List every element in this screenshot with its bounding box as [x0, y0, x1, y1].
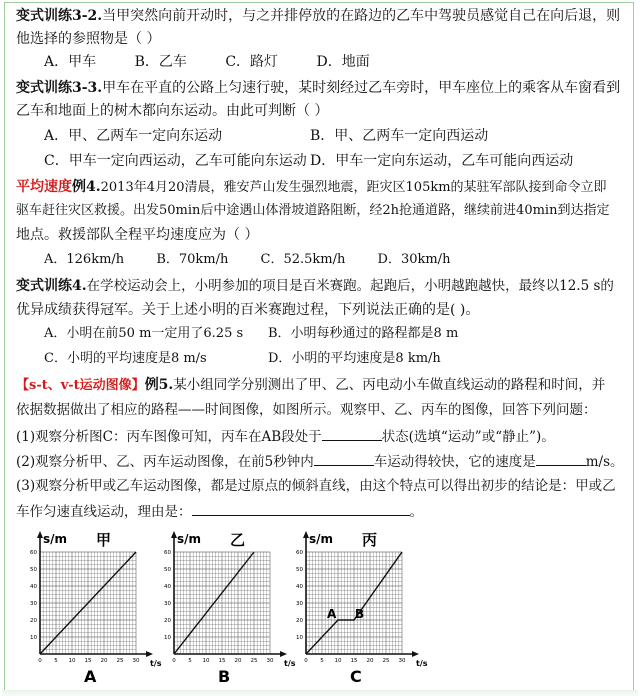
ex4-opt-b: B．70km/h	[156, 252, 229, 267]
x-tick-label: 30	[132, 658, 140, 664]
graph-b-axes	[171, 531, 287, 657]
q4-opt-b: B．小明每秒通过的路程都是8 m	[268, 326, 459, 341]
y-tick-label: 40	[30, 584, 37, 590]
y-tick-label: 60	[164, 550, 171, 556]
ex5-q2-blank-speed[interactable]	[536, 451, 586, 466]
y-tick-label: 10	[30, 635, 37, 641]
x-tick-label: 25	[382, 658, 390, 664]
ex5-text1: 某小组同学分别测出了甲、乙、丙电动小车做直线运动的路程和时间，并	[173, 377, 606, 393]
x-tick-label: 10	[202, 658, 210, 664]
y-tick-label: 40	[164, 584, 171, 590]
y-tick-label: 60	[30, 550, 37, 556]
graph-b-xlabel: t/s	[284, 659, 296, 668]
graph-b	[152, 526, 296, 690]
ex5-q2-text: (2)观察分析甲、乙、丙车运动图像，在前5秒钟内	[16, 454, 314, 470]
ex5-q1-blank[interactable]	[322, 426, 382, 441]
q33-line1	[16, 79, 620, 97]
x-tick-label: 25	[250, 658, 258, 664]
q32-opt-d: D．地面	[316, 54, 370, 70]
graph-c-car-name: 丙	[362, 531, 378, 549]
x-tick-label: 10	[334, 658, 342, 664]
ex5-line4	[16, 451, 624, 471]
graph-c-xlabel: t/s	[416, 659, 428, 668]
ex5-q3-blank[interactable]	[192, 501, 410, 516]
y-tick-label: 10	[296, 635, 303, 641]
y-tick-label: 30	[296, 601, 303, 607]
ex5-line6	[16, 501, 423, 521]
graph-c-point-b: B	[355, 607, 365, 621]
graph-c-xticks	[304, 658, 406, 664]
graph-b-ylabel: s/m	[177, 532, 202, 546]
q33-opt-d: D．甲车一定向东运动，乙车可能向西运动	[310, 153, 574, 169]
x-tick-label: 15	[350, 658, 358, 664]
q4-line1	[16, 277, 614, 295]
x-tick-label: 25	[116, 658, 124, 664]
x-axis-arrow	[412, 651, 419, 657]
graph-c-point-a: A	[327, 607, 337, 621]
ex4-label: 例4.	[72, 179, 101, 195]
q33-line2: 乙车和地面上的树木都向东运动。由此可判断（ ）	[16, 103, 329, 119]
q4-label: 变式训练4.	[16, 278, 87, 294]
y-tick-label: 50	[296, 567, 303, 573]
ex4-label-red: 平均速度	[16, 179, 72, 195]
graph-a	[18, 526, 162, 690]
q4-line2: 优异成绩获得冠军。关于上述小明的百米赛跑过程，下列说法正确的是( )。	[16, 302, 480, 318]
y-tick-label: 20	[296, 618, 303, 624]
y-tick-label: 10	[164, 635, 171, 641]
x-tick-label: 30	[398, 658, 406, 664]
graph-b-xticks	[172, 658, 274, 664]
ex4-line1	[16, 178, 607, 197]
q32-text1: 当甲突然向前开动时，与之并排停放的在路边的乙车中驾驶员感觉自己在向后退，则	[102, 8, 621, 24]
x-tick-label: 5	[188, 658, 192, 664]
q32-opt-a: A．甲车	[44, 54, 97, 70]
ex5-label: 例5.	[144, 377, 174, 393]
q32-opt-c: C．路灯	[225, 54, 279, 70]
x-tick-label: 0	[172, 658, 176, 664]
x-tick-label: 0	[304, 658, 308, 664]
ex5-q2-text-mid: 车运动得较快，它的速度是	[373, 454, 536, 470]
ex4-line3: 地点。救援部队全程平均速度应为（ ）	[16, 227, 259, 243]
q4-opt-d: D．小明的平均速度是8 km/h	[268, 351, 441, 366]
q33-opt-c: C．甲车一定向西运动，乙车可能向东运动	[44, 153, 307, 169]
graph-a-ylabel: s/m	[43, 532, 68, 546]
ex5-label-red: 【s-t、v-t运动图像】	[16, 378, 145, 393]
graph-a-letter: A	[84, 667, 97, 686]
ex5-line2: 依据数据做出了相应的路程——时间图像，如图所示。观察甲、乙、丙车的图像，回答下列问题：	[16, 402, 597, 418]
x-tick-label: 5	[54, 658, 58, 664]
q4-text1: 在学校运动会上，小明参加的项目是百米赛跑。起跑后，小明越跑越快，最终以12.5 s的	[86, 278, 614, 294]
x-tick-label: 15	[84, 658, 92, 664]
y-tick-label: 60	[296, 550, 303, 556]
x-tick-label: 10	[68, 658, 76, 664]
ex5-line3	[16, 426, 555, 446]
q32-line1	[16, 7, 620, 25]
graph-a-yticks	[30, 550, 37, 641]
graph-b-grid	[174, 552, 270, 654]
frame-bottom-strip	[2, 690, 638, 696]
y-tick-label: 40	[296, 584, 303, 590]
graph-a-car-name: 甲	[96, 531, 112, 549]
graph-c-ylabel: s/m	[309, 532, 334, 546]
graph-c-svg	[284, 526, 428, 686]
x-tick-label: 0	[38, 658, 42, 664]
q32-options	[44, 53, 370, 71]
ex5-q1-text-end: 状态(选填“运动”或“静止”)。	[381, 429, 555, 445]
q4-opt-a: A．小明在前50 m一定用了6.25 s	[44, 326, 244, 341]
y-tick-label: 20	[30, 618, 37, 624]
graph-b-yticks	[164, 550, 171, 641]
q4-opt-c: C．小明的平均速度是8 m/s	[44, 351, 207, 366]
ex5-q1-text: (1)观察分析图C：丙车图像可知，丙车在AB段处于	[16, 429, 322, 445]
x-tick-label: 20	[366, 658, 374, 664]
ex4-opt-c: C．52.5km/h	[260, 252, 346, 267]
x-tick-label: 15	[218, 658, 226, 664]
x-tick-label: 20	[234, 658, 242, 664]
ex4-text1: 2013年4月20清晨，雅安芦山发生强烈地震，距灾区105km的某驻军部队接到命令立即	[100, 180, 607, 195]
y-tick-label: 50	[30, 567, 37, 573]
ex4-opt-a: A．126km/h	[44, 252, 125, 267]
graph-b-svg	[152, 526, 296, 686]
q33-opt-a: A．甲、乙两车一定向东运动	[44, 128, 223, 144]
q32-label: 变式训练3-2.	[16, 8, 103, 24]
graph-c-yticks	[296, 550, 303, 641]
q33-opt-b: B．甲、乙两车一定向西运动	[310, 128, 489, 144]
ex4-line2: 驱车赶往灾区救援。出发50min后中途遇山体滑坡道路阻断，经2h抢通道路，继续前进40min到达指定	[16, 203, 610, 218]
ex5-q3-text-end: 。	[409, 504, 423, 520]
x-tick-label: 20	[100, 658, 108, 664]
ex5-q3-text: 车作匀速直线运动，理由是：	[16, 504, 192, 520]
q32-opt-b: B．乙车	[134, 54, 187, 70]
x-tick-label: 5	[320, 658, 324, 664]
q33-label: 变式训练3-3.	[16, 80, 103, 96]
ex5-line5: (3)观察分析甲或乙车运动图像，都是过原点的倾斜直线，由这个特点可以得出初步的结论是：甲或乙	[16, 478, 616, 494]
graph-a-xticks	[38, 658, 140, 664]
y-tick-label: 50	[164, 567, 171, 573]
q32-line2: 他选择的参照物是（ ）	[16, 31, 161, 47]
ex4-options	[44, 251, 450, 269]
y-tick-label: 20	[164, 618, 171, 624]
graph-b-car-name: 乙	[230, 531, 246, 549]
q33-text1: 甲车在平直的公路上匀速行驶，某时刻经过乙车旁时，甲车座位上的乘客从车窗看到	[102, 80, 621, 96]
y-tick-label: 30	[30, 601, 37, 607]
y-tick-label: 30	[164, 601, 171, 607]
graph-a-xlabel: t/s	[150, 659, 162, 668]
graph-a-svg	[18, 526, 162, 686]
ex5-line1	[16, 376, 605, 395]
graph-b-letter: B	[218, 667, 231, 686]
x-tick-label: 30	[266, 658, 274, 664]
ex4-opt-d: D．30km/h	[377, 252, 451, 267]
ex5-q2-blank-car[interactable]	[314, 451, 374, 466]
ex5-q2-text-end: m/s。	[585, 454, 624, 470]
graph-c-letter: C	[350, 667, 362, 686]
graph-c	[284, 526, 428, 690]
